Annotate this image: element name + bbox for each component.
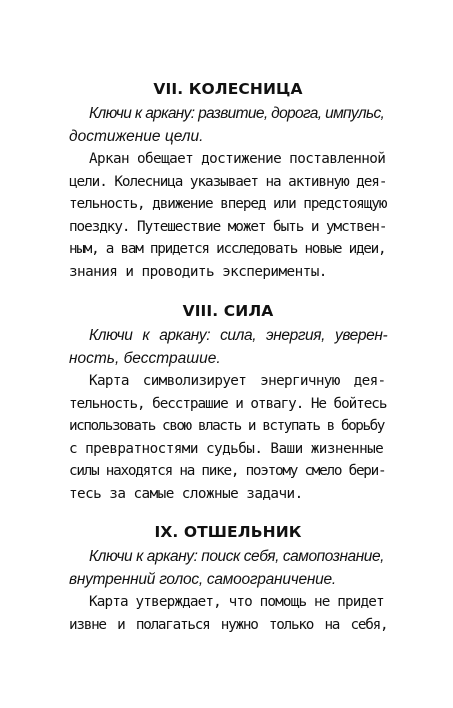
body-line: тельность, бесстрашие и отвагу. Не бойтесь — [69, 395, 387, 412]
body-paragraph — [69, 148, 387, 283]
section-heading: VIII. СИЛА — [182, 302, 274, 320]
body-line: использовать свою власть и вступать в борьбу — [69, 418, 384, 434]
body-line: ным, а вам придется исследовать новые идеи, — [69, 241, 386, 257]
body-line: знания и проводить эксперименты. — [69, 263, 327, 280]
keys-line: Ключи к аркану: сила, энергия, уверен- — [89, 327, 388, 344]
keys-line: Ключи к аркану: развитие, дорога, импульс, — [89, 105, 385, 122]
keys-line: ность, бесстрашие. — [69, 349, 221, 367]
section-heading: VII. КОЛЕСНИЦА — [153, 80, 303, 98]
body-line: Карта утверждает, что помощь не придет — [89, 594, 384, 610]
section-hermit — [69, 521, 387, 636]
keys-paragraph — [69, 325, 387, 370]
section-strength — [69, 300, 387, 505]
keys-line: внутренний голос, самоограничение. — [69, 570, 336, 588]
keys-paragraph — [69, 546, 387, 591]
keys-line: достижение цели. — [69, 127, 204, 145]
body-line: тельность, движение вперед или предстоящую — [69, 196, 387, 212]
section-heading: IX. ОТШЕЛЬНИК — [154, 523, 302, 541]
body-paragraph — [69, 370, 387, 505]
section-chariot — [69, 78, 387, 283]
keys-line: Ключи к аркану: поиск себя, самопознание, — [89, 548, 385, 565]
body-line: с превратностями судьбы. Ваши жизненные — [69, 440, 384, 457]
body-line: поездку. Путешествие может быть и умствен- — [69, 218, 387, 235]
body-line: тесь за самые сложные задачи. — [69, 485, 303, 502]
body-line: Аркан обещает достижение поставленной — [89, 151, 386, 167]
body-line: извне и полагаться нужно только на себя, — [69, 616, 388, 633]
body-line: цели. Колесница указывает на активную дея- — [69, 173, 387, 190]
body-line: Карта символизирует энергичную дея- — [89, 373, 386, 389]
body-paragraph — [69, 591, 387, 636]
body-line: силы находятся на пике, поэтому смело бери- — [69, 463, 386, 479]
keys-paragraph — [69, 103, 387, 148]
